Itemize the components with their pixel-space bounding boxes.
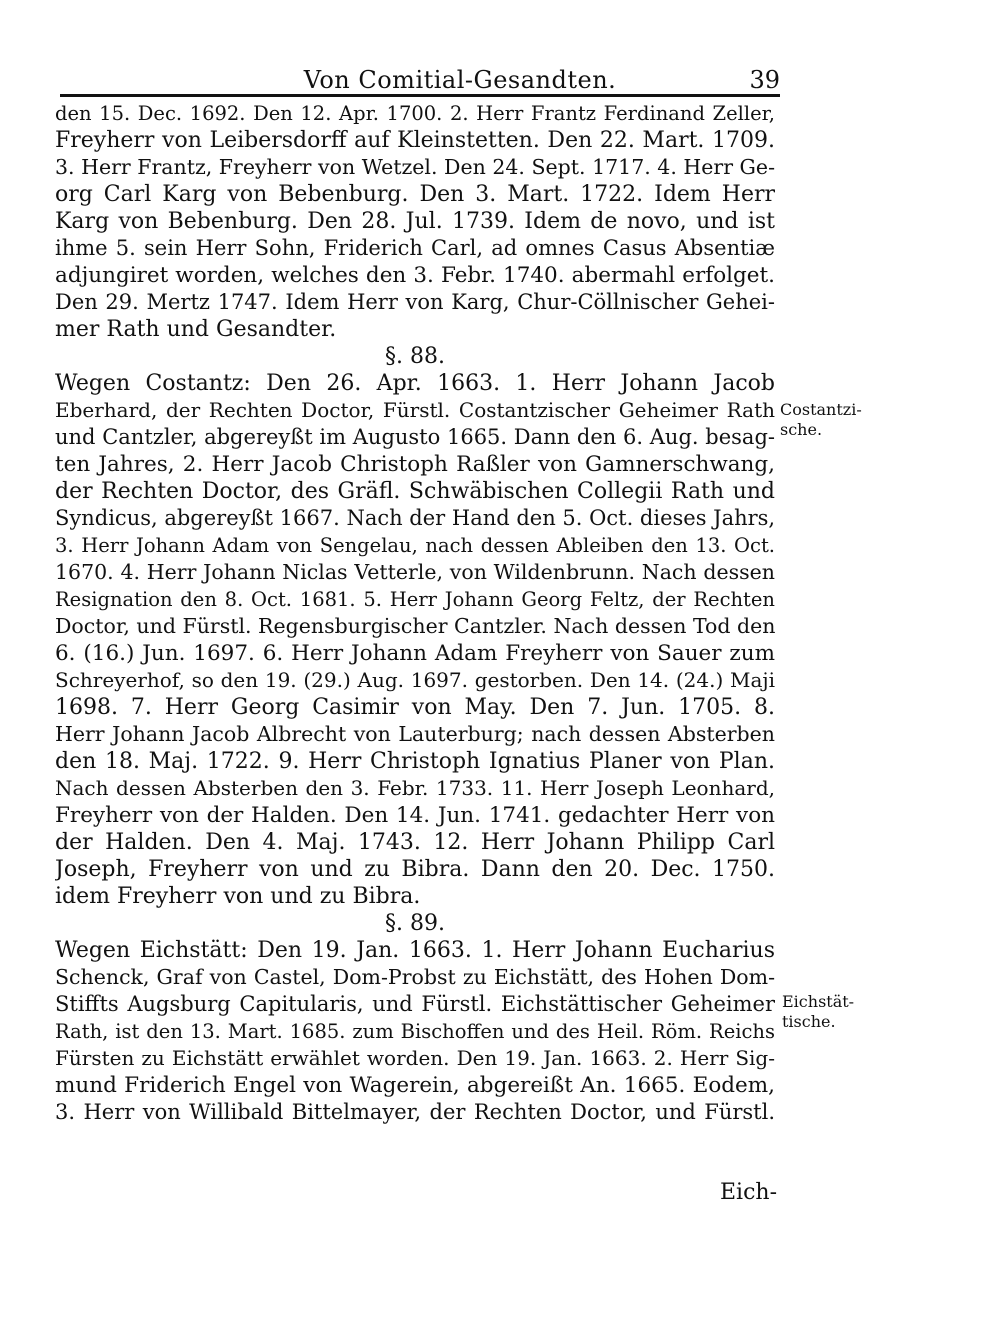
text-line: Resignation den 8. Oct. 1681. 5. Herr Johann Georg Feltz, der Rechten: [55, 588, 775, 611]
text-line: Fürsten zu Eichstätt erwählet worden. Den 19. Jan. 1663. 2. Herr Sig-: [55, 1046, 775, 1070]
text-line: Schenck, Graf von Castel, Dom-Probst zu Eichstätt, des Hohen Dom-: [55, 965, 775, 989]
text-line: 3. Herr Frantz, Freyherr von Wetzel. Den 24. Sept. 1717. 4. Herr Ge-: [55, 155, 775, 179]
text-line: mer Rath und Gesandter.: [55, 317, 337, 342]
text-line: der Rechten Doctor, des Gräfl. Schwäbischen Collegii Rath und: [55, 479, 775, 504]
text-line: ihme 5. sein Herr Sohn, Friderich Carl, ad omnes Casus Absentiæ: [55, 236, 775, 260]
text-line: mund Friderich Engel von Wagerein, abgereißt An. 1665. Eodem,: [55, 1073, 775, 1098]
text-line: Karg von Bebenburg. Den 28. Jul. 1739. Idem de novo, und ist: [55, 209, 775, 234]
text-line: Schreyerhof, so den 19. (29.) Aug. 1697. gestorben. Den 14. (24.) Maji: [55, 668, 775, 692]
section-89-text: [55, 937, 775, 1126]
text-line: ten Jahres, 2. Herr Jacob Christoph Raßler von Gamnerschwang,: [55, 452, 775, 477]
text-line: 6. (16.) Jun. 1697. 6. Herr Johann Adam Freyherr von Sauer zum: [55, 641, 775, 666]
text-body: [55, 100, 775, 1126]
margin-note-line: Eichstät-: [782, 992, 855, 1011]
text-line: 1698. 7. Herr Georg Casimir von May. Den 7. Jun. 1705. 8.: [55, 695, 775, 720]
running-title: Von Comitial-Gesandten.: [303, 66, 617, 94]
margin-note-line: sche.: [780, 420, 823, 439]
text-line: Freyherr von der Halden. Den 14. Jun. 1741. gedachter Herr von: [55, 803, 775, 828]
paragraph-continuation: [55, 100, 775, 343]
catchword: Eich-: [720, 1180, 778, 1205]
margin-note-line: tische.: [782, 1012, 836, 1031]
text-line: Herr Johann Jacob Albrecht von Lauterburg; nach dessen Absterben: [55, 722, 775, 746]
margin-note-line: Costantzi-: [780, 400, 862, 419]
text-line: der Halden. Den 4. Maj. 1743. 12. Herr Johann Philipp Carl: [55, 830, 775, 855]
text-line: Den 29. Mertz 1747. Idem Herr von Karg, Chur-Cöllnischer Gehei-: [55, 290, 775, 314]
text-line: Syndicus, abgereyßt 1667. Nach der Hand den 5. Oct. dieses Jahrs,: [55, 506, 775, 530]
text-line: Joseph, Freyherr von und zu Bibra. Dann den 20. Dec. 1750.: [55, 857, 775, 882]
text-line: Eberhard, der Rechten Doctor, Fürstl. Costantzischer Geheimer Rath: [55, 398, 775, 422]
margin-note-eichstaett: [782, 992, 854, 1032]
text-line: und Cantzler, abgereyßt im Augusto 1665. Dann den 6. Aug. besag-: [55, 425, 775, 449]
text-line: idem Freyherr von und zu Bibra.: [55, 884, 421, 909]
text-line: Wegen Eichstätt: Den 19. Jan. 1663. 1. Herr Johann Eucharius: [55, 938, 775, 963]
header-rule: [60, 94, 780, 97]
section-heading-88: §. 88.: [385, 344, 445, 369]
text-line: Doctor, und Fürstl. Regensburgischer Cantzler. Nach dessen Tod den: [55, 614, 775, 638]
text-line: Freyherr von Leibersdorff auf Kleinstetten. Den 22. Mart. 1709.: [55, 128, 775, 153]
text-line: Wegen Costantz: Den 26. Apr. 1663. 1. Herr Johann Jacob: [55, 371, 775, 396]
section-88-text: [55, 370, 775, 910]
page-number: 39: [749, 66, 780, 94]
text-line: Rath, ist den 13. Mart. 1685. zum Bischoffen und des Heil. Röm. Reichs: [55, 1020, 775, 1043]
text-line: adjungiret worden, welches den 3. Febr. 1740. abermahl erfolget.: [55, 263, 775, 288]
text-line: den 18. Maj. 1722. 9. Herr Christoph Ignatius Planer von Plan.: [55, 749, 775, 774]
text-line: Stiffts Augsburg Capitularis, und Fürstl. Eichstättischer Geheimer: [55, 992, 775, 1016]
text-line: 1670. 4. Herr Johann Niclas Vetterle, von Wildenbrunn. Nach dessen: [55, 560, 775, 584]
text-line: 3. Herr von Willibald Bittelmayer, der Rechten Doctor, und Fürstl.: [55, 1100, 775, 1124]
text-line: den 15. Dec. 1692. Den 12. Apr. 1700. 2. Herr Frantz Ferdinand Zeller,: [55, 102, 775, 125]
text-line: org Carl Karg von Bebenburg. Den 3. Mart. 1722. Idem Herr: [55, 182, 775, 207]
section-heading-89: §. 89.: [385, 911, 445, 936]
text-line: 3. Herr Johann Adam von Sengelau, nach dessen Ableiben den 13. Oct.: [55, 534, 775, 557]
margin-note-costantz: [780, 400, 862, 440]
text-line: Nach dessen Absterben den 3. Febr. 1733. 11. Herr Joseph Leonhard,: [55, 776, 775, 800]
